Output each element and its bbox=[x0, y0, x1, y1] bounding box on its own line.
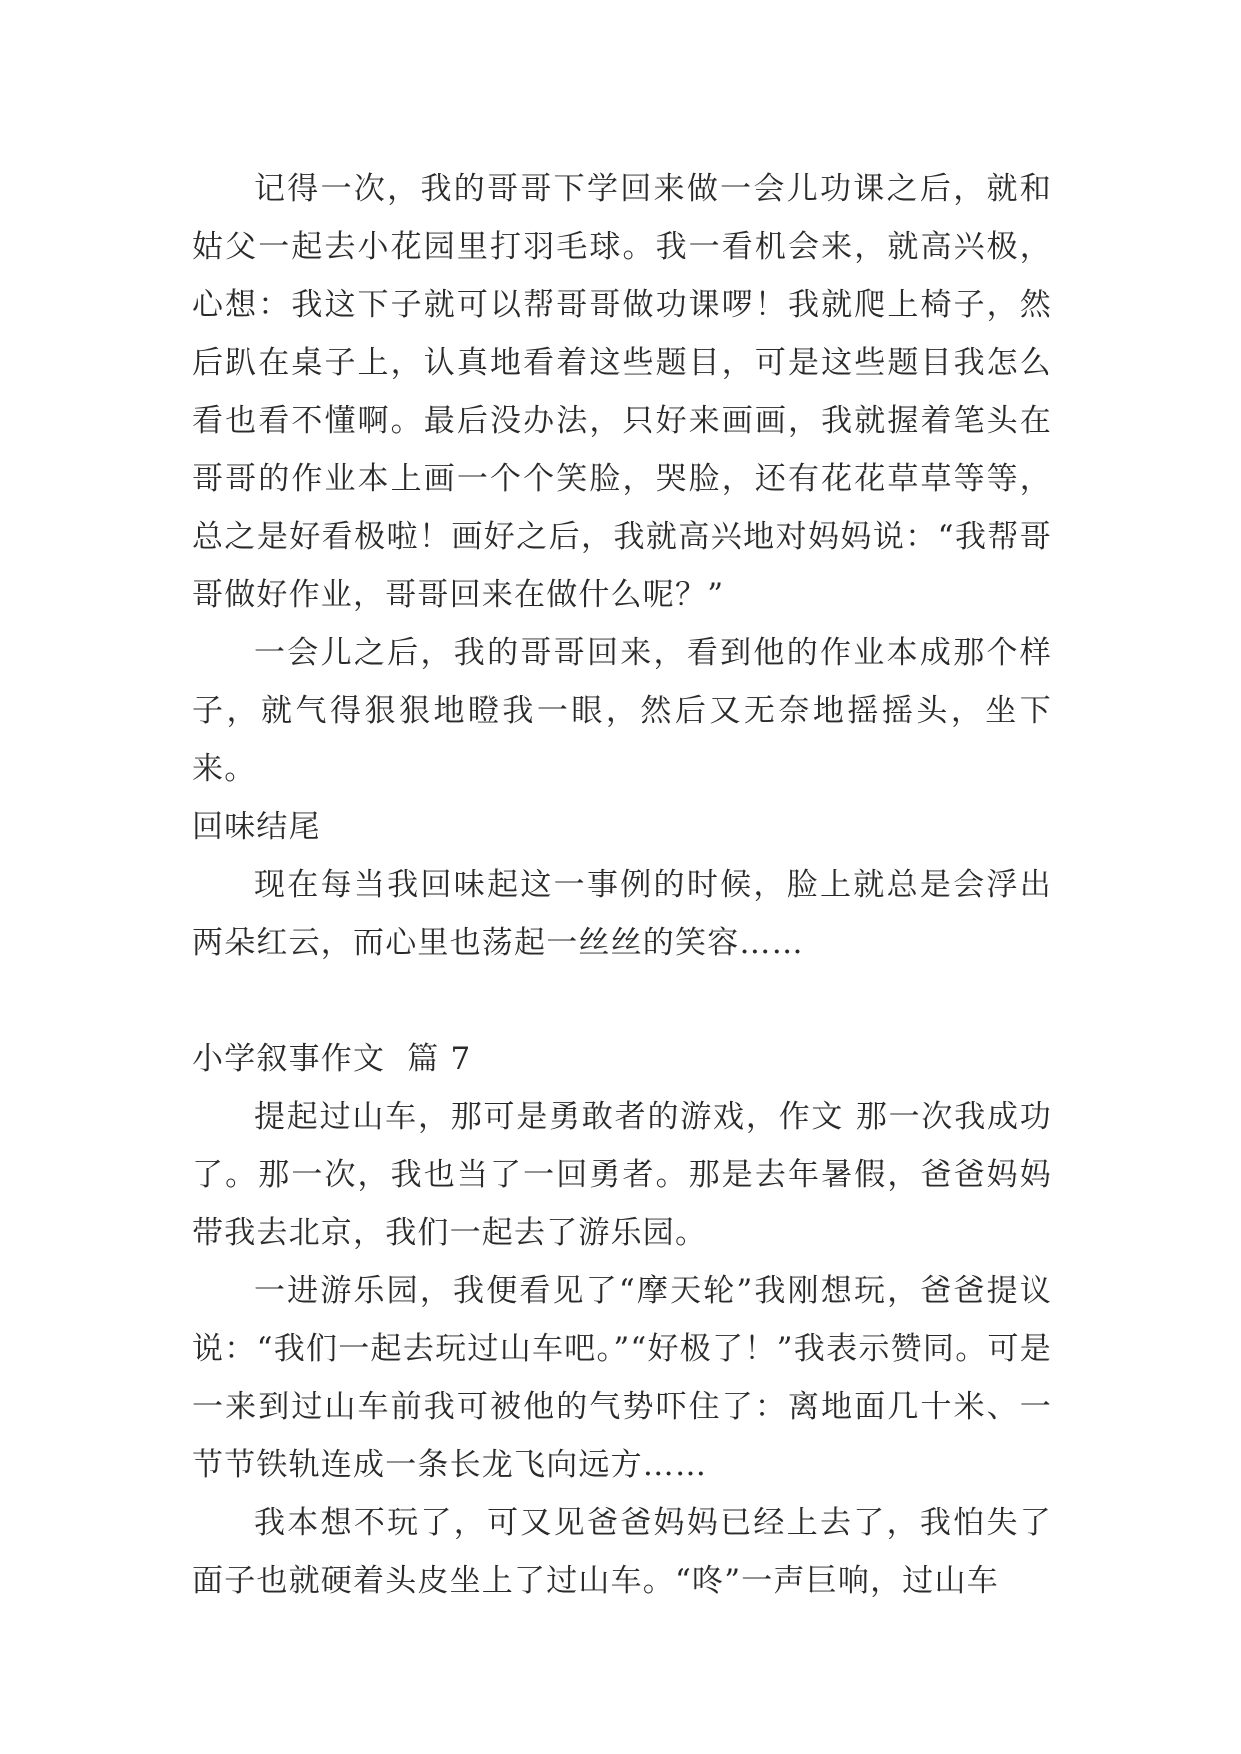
paragraph-brother-returns: 一会儿之后，我的哥哥回来，看到他的作业本成那个样子，就气得狠狠地瞪我一眼，然后又无奈地摇摇头，坐下来。 bbox=[192, 635, 1052, 787]
paragraph-amusement-park: 一进游乐园，我便看见了“摩天轮”我刚想玩，爸爸提议说：“我们一起去玩过山车吧。”“好极了！”我表示赞同。可是一来到过山车前我可被他的气势吓住了：离地面几十米、一节节铁轨连成一条长龙飞向远方…… bbox=[192, 1273, 1052, 1483]
paragraph-homework: 记得一次，我的哥哥下学回来做一会儿功课之后，就和姑父一起去小花园里打羽毛球。我一看机会来，就高兴极，心想：我这下子就可以帮哥哥做功课啰！我就爬上椅子，然后趴在桌子上，认真地看着这些题目，可是这些题目我怎么看也看不懂啊。最后没办法，只好来画画，我就握着笔头在哥哥的作业本上画一个个笑脸，哭脸，还有花花草草等等，总之是好看极啦！画好之后，我就高兴地对妈妈说：“我帮哥哥做好作业，哥哥回来在做什么呢？” bbox=[192, 171, 1052, 613]
paragraph-roller-coaster-intro: 提起过山车，那可是勇敢者的游戏，作文 那一次我成功了。那一次，我也当了一回勇者。那是去年暑假，爸爸妈妈带我去北京，我们一起去了游乐园。 bbox=[192, 1099, 1052, 1251]
paragraph-reminisce: 现在每当我回味起这一事例的时候，脸上就总是会浮出两朵红云，而心里也荡起一丝丝的笑容…… bbox=[192, 867, 1052, 961]
section-spacer bbox=[192, 972, 1052, 1030]
subheading-ending: 回味结尾 bbox=[192, 809, 321, 845]
paragraph-boarding: 我本想不玩了，可又见爸爸妈妈已经上去了，我怕失了面子也就硬着头皮坐上了过山车。“咚”一声巨响，过山车 bbox=[192, 1505, 1052, 1599]
document-body bbox=[192, 160, 1052, 1610]
section-heading: 小学叙事作文 篇 7 bbox=[192, 1041, 472, 1077]
